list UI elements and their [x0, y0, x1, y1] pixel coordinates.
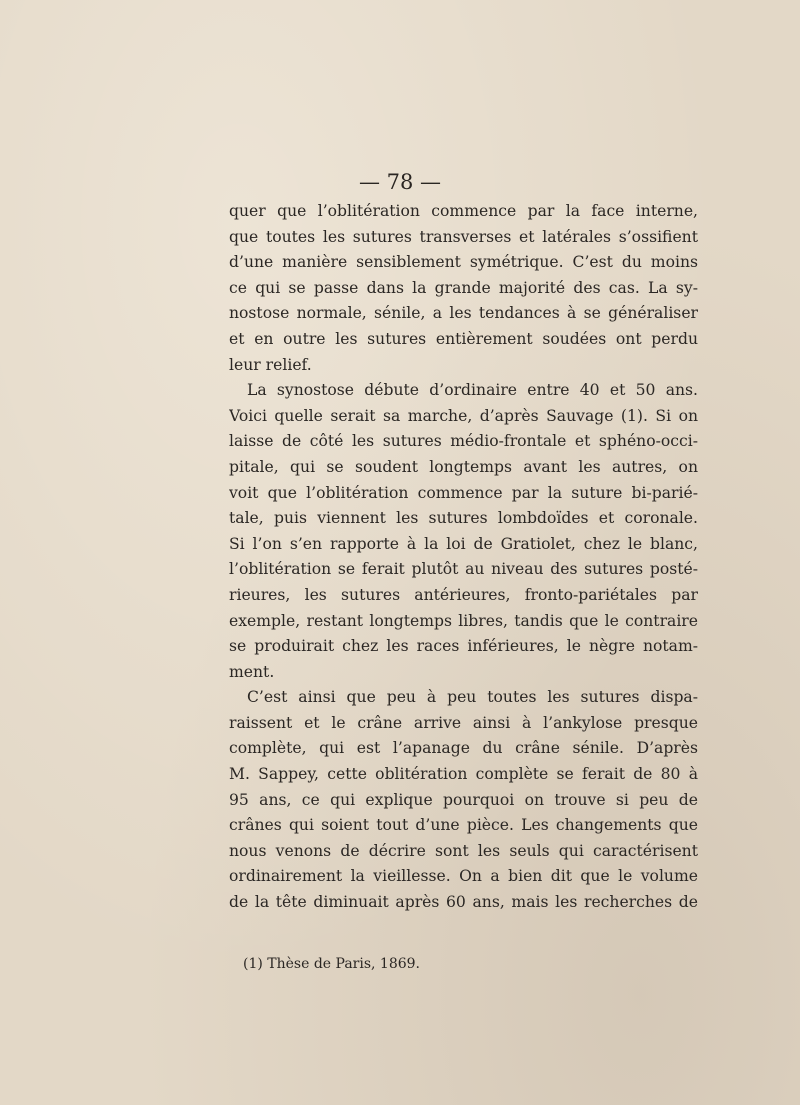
text-line: leur relief.: [229, 355, 312, 374]
body-text: [229, 199, 698, 916]
text-line: d’une manière sensiblement symétrique. C’est du moins: [229, 253, 698, 272]
text-line: complète, qui est l’apanage du crâne sénile. D’après: [229, 739, 698, 758]
text-line: Si l’on s’en rapporte à la loi de Gratiolet, chez le blanc,: [229, 534, 698, 553]
text-line: nous venons de décrire sont les seuls qui caractérisent: [229, 841, 698, 860]
text-line: ordinairement la vieillesse. On a bien dit que le volume: [229, 867, 698, 886]
text-line: 95 ans, ce qui explique pourquoi on trouve si peu de: [229, 790, 698, 809]
text-line: tale, puis viennent les sutures lombdoïdes et coronale.: [229, 509, 698, 528]
text-line: nostose normale, sénile, a les tendances à se généraliser: [229, 304, 698, 323]
footnote: (1) Thèse de Paris, 1869.: [243, 956, 421, 972]
text-line: raissent et le crâne arrive ainsi à l’ankylose presque: [229, 713, 698, 732]
text-line: ment.: [229, 662, 275, 681]
text-line: exemple, restant longtemps libres, tandis que le contraire: [229, 611, 698, 630]
text-line: voit que l’oblitération commence par la suture bi-parié-: [229, 483, 698, 502]
page-number: — 78 —: [358, 170, 442, 194]
text-line: que toutes les sutures transverses et latérales s’ossifient: [229, 227, 698, 246]
text-line: Voici quelle serait sa marche, d’après Sauvage (1). Si on: [229, 406, 698, 425]
text-line: l’oblitération se ferait plutôt au niveau des sutures posté-: [229, 560, 698, 579]
text-line: de la tête diminuait après 60 ans, mais les recherches de: [229, 893, 698, 912]
text-line: quer que l’oblitération commence par la face interne,: [229, 202, 698, 220]
text-line: La synostose débute d’ordinaire entre 40 et 50 ans.: [247, 381, 698, 400]
text-line: rieures, les sutures antérieures, fronto-pariétales par: [229, 585, 698, 604]
text-line: pitale, qui se soudent longtemps avant les autres, on: [229, 457, 698, 476]
text-line: ce qui se passe dans la grande majorité des cas. La sy-: [229, 278, 698, 297]
text-line: C’est ainsi que peu à peu toutes les sutures dispa-: [247, 688, 698, 707]
text-line: et en outre les sutures entièrement soudées ont perdu: [229, 329, 698, 348]
text-line: laisse de côté les sutures médio-frontale et sphéno-occi-: [229, 432, 698, 451]
text-line: M. Sappey, cette oblitération complète se ferait de 80 à: [229, 765, 698, 784]
text-line: crânes qui soient tout d’une pièce. Les changements que: [229, 816, 698, 835]
text-line: se produirait chez les races inférieures, le nègre notam-: [229, 637, 698, 656]
